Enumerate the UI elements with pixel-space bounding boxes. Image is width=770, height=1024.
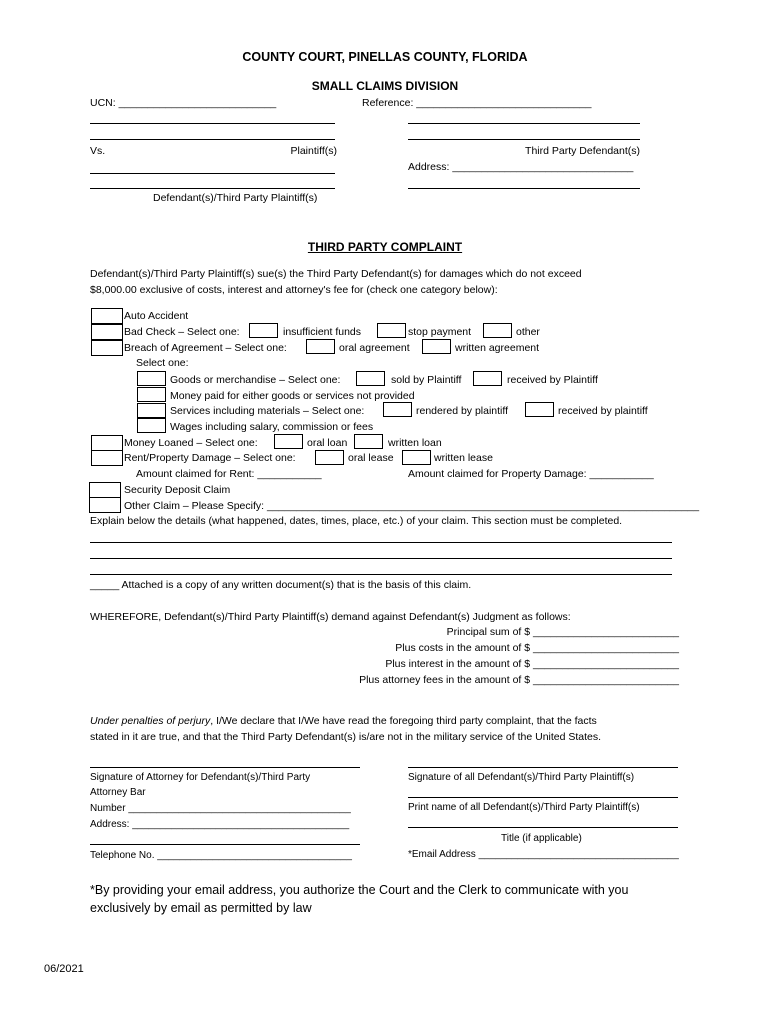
perjury-line-1: [90, 715, 597, 728]
attached-statement: _____ Attached is a copy of any written document(s) that is the basis of this claim.: [90, 579, 472, 591]
bar-number-field[interactable]: Number ________________________________________: [90, 803, 351, 814]
sold-by-plaintiff-label: sold by Plaintiff: [391, 374, 462, 386]
other-label: other: [516, 326, 540, 338]
explain-line[interactable]: [90, 574, 672, 575]
defendant-name-line[interactable]: [90, 173, 335, 174]
rent-damage-label: Rent/Property Damage – Select one:: [124, 452, 296, 464]
plaintiffs-label: Plaintiff(s): [290, 145, 337, 157]
rendered-by-plaintiff-label: rendered by plaintiff: [416, 405, 509, 417]
third-party-defendants-label: Third Party Defendant(s): [525, 145, 640, 157]
written-agreement-checkbox[interactable]: [422, 339, 451, 354]
amount-damage-field[interactable]: Amount claimed for Property Damage: ___________: [408, 468, 654, 480]
goods-checkbox[interactable]: [137, 371, 166, 386]
plaintiff-name-line[interactable]: [90, 123, 335, 124]
written-lease-checkbox[interactable]: [402, 450, 431, 465]
written-lease-label: written lease: [434, 452, 493, 464]
perjury-line-1-rest: , I/We declare that I/We have read the foregoing third party complaint, that the facts: [210, 715, 597, 727]
wages-checkbox[interactable]: [137, 418, 166, 433]
bad-check-label: Bad Check – Select one:: [124, 326, 240, 338]
telephone-field[interactable]: Telephone No. ___________________________________: [90, 850, 352, 861]
oral-agreement-label: oral agreement: [339, 342, 410, 354]
received-by-plaintiff-label: received by Plaintiff: [507, 374, 598, 386]
written-loan-label: written loan: [388, 437, 442, 449]
received-by-plaintiff-checkbox[interactable]: [473, 371, 502, 386]
insufficient-funds-label: insufficient funds: [283, 326, 362, 338]
oral-loan-label: oral loan: [307, 437, 348, 449]
services-received-by-plaintiff-checkbox[interactable]: [525, 402, 554, 417]
other-checkbox[interactable]: [483, 323, 512, 338]
print-name-line[interactable]: [408, 797, 678, 798]
address-line[interactable]: [408, 188, 640, 189]
print-name-label: Print name of all Defendant(s)/Third Party Plaintiff(s): [408, 802, 640, 813]
auto-accident-label: Auto Accident: [124, 310, 189, 322]
other-claim-field[interactable]: Other Claim – Please Specify: __________________________________________________________________________: [124, 500, 700, 512]
explain-instruction: Explain below the details (what happened, dates, times, place, etc.) of your claim. This section must be completed.: [90, 515, 623, 527]
wages-label: Wages including salary, commission or fees: [170, 421, 374, 433]
stop-payment-checkbox[interactable]: [377, 323, 406, 338]
defendants-label: Defendant(s)/Third Party Plaintiff(s): [153, 192, 318, 204]
goods-label: Goods or merchandise – Select one:: [170, 374, 341, 386]
oral-lease-checkbox[interactable]: [315, 450, 344, 465]
wherefore-statement: WHEREFORE, Defendant(s)/Third Party Plaintiff(s) demand against Defendant(s) Judgment as follows:: [90, 611, 571, 623]
explain-line[interactable]: [90, 558, 672, 559]
vs-label: Vs.: [90, 145, 106, 157]
plaintiffs-signature-label: Signature of all Defendant(s)/Third Party Plaintiff(s): [408, 772, 635, 783]
breach-label: Breach of Agreement – Select one:: [124, 342, 287, 354]
services-received-by-plaintiff-label: received by plaintiff: [558, 405, 648, 417]
insufficient-funds-checkbox[interactable]: [249, 323, 278, 338]
sold-by-plaintiff-checkbox[interactable]: [356, 371, 385, 386]
amount-rent-field[interactable]: Amount claimed for Rent: ___________: [136, 468, 322, 480]
title-label: Title (if applicable): [501, 833, 582, 844]
security-deposit-label: Security Deposit Claim: [124, 484, 231, 496]
third-party-defendant-line[interactable]: [408, 139, 640, 140]
written-loan-checkbox[interactable]: [354, 434, 383, 449]
plaintiff-name-line[interactable]: [90, 139, 335, 140]
auto-accident-checkbox[interactable]: [91, 308, 123, 324]
email-notice-line-1: *By providing your email address, you authorize the Court and the Clerk to communicate with you: [90, 883, 629, 897]
money-paid-checkbox[interactable]: [137, 387, 166, 402]
attorney-address-line[interactable]: [90, 844, 360, 845]
money-loaned-label: Money Loaned – Select one:: [124, 437, 258, 449]
title-line[interactable]: [408, 827, 678, 828]
email-notice-line-2: exclusively by email as permitted by law: [90, 901, 312, 915]
email-field[interactable]: *Email Address ____________________________________: [408, 849, 679, 860]
interest-field[interactable]: Plus interest in the amount of $ _________________________: [385, 658, 679, 670]
reference-field[interactable]: Reference: ______________________________: [362, 97, 592, 109]
form-date: 06/2021: [44, 963, 84, 975]
address-field[interactable]: Address: _______________________________: [408, 161, 634, 173]
breach-checkbox[interactable]: [91, 340, 123, 356]
document-title: THIRD PARTY COMPLAINT: [307, 240, 463, 254]
oral-agreement-checkbox[interactable]: [306, 339, 335, 354]
explain-line[interactable]: [90, 542, 672, 543]
division-heading: SMALL CLAIMS DIVISION: [311, 79, 459, 93]
attorney-signature-line[interactable]: [90, 767, 360, 768]
attorney-address-field[interactable]: Address: _______________________________________: [90, 819, 350, 830]
plaintiffs-signature-line[interactable]: [408, 767, 678, 768]
intro-line-1: Defendant(s)/Third Party Plaintiff(s) sue(s) the Third Party Defendant(s) for damages which do not exceed: [90, 268, 582, 280]
ucn-field[interactable]: UCN: ___________________________: [90, 97, 277, 109]
costs-field[interactable]: Plus costs in the amount of $ _________________________: [395, 642, 679, 654]
security-deposit-checkbox[interactable]: [89, 482, 121, 498]
rent-damage-checkbox[interactable]: [91, 450, 123, 466]
rendered-by-plaintiff-checkbox[interactable]: [383, 402, 412, 417]
defendant-name-line[interactable]: [90, 188, 335, 189]
oral-loan-checkbox[interactable]: [274, 434, 303, 449]
attorney-bar-label: Attorney Bar: [90, 787, 146, 798]
money-paid-label: Money paid for either goods or services not provided: [170, 390, 415, 402]
other-claim-checkbox[interactable]: [89, 497, 121, 513]
services-label: Services including materials – Select one:: [170, 405, 365, 417]
third-party-defendant-line[interactable]: [408, 123, 640, 124]
attorney-fees-field[interactable]: Plus attorney fees in the amount of $ _________________________: [359, 674, 679, 686]
court-heading: COUNTY COURT, PINELLAS COUNTY, FLORIDA: [242, 50, 528, 64]
principal-field[interactable]: Principal sum of $ _________________________: [446, 626, 679, 638]
oral-lease-label: oral lease: [348, 452, 394, 464]
stop-payment-label: stop payment: [408, 326, 472, 338]
written-agreement-label: written agreement: [455, 342, 540, 354]
money-loaned-checkbox[interactable]: [91, 435, 123, 451]
attorney-signature-label: Signature of Attorney for Defendant(s)/Third Party: [90, 772, 311, 783]
perjury-line-2: stated in it are true, and that the Third Party Defendant(s) is/are not in the military service of the United States.: [90, 731, 602, 743]
intro-line-2: $8,000.00 exclusive of costs, interest and attorney's fee for (check one category below):: [90, 284, 498, 296]
services-checkbox[interactable]: [137, 403, 166, 418]
perjury-italic: Under penalties of perjury: [90, 715, 211, 727]
bad-check-checkbox[interactable]: [91, 324, 123, 340]
select-one-label: Select one:: [136, 357, 189, 369]
